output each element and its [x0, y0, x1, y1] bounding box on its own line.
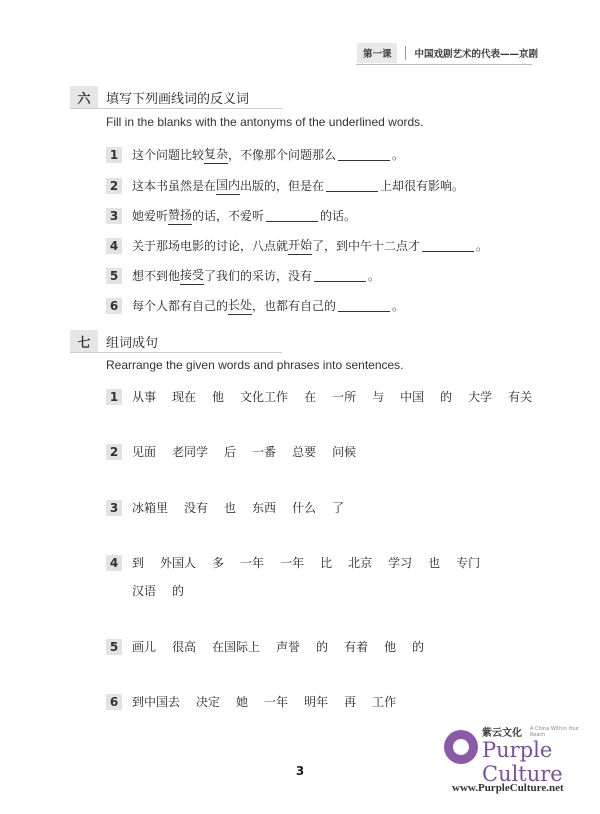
answer-blank[interactable]	[338, 299, 390, 312]
answer-blank[interactable]	[314, 269, 366, 282]
word-chip: 他	[212, 390, 225, 404]
item-text: 关于那场电影的讨论，八点就	[132, 239, 289, 253]
item-number: 2	[106, 444, 122, 460]
word-chip: 从事	[132, 390, 157, 404]
item-text: 上却很有影响。	[380, 179, 465, 193]
word-chip: 问候	[332, 445, 357, 459]
item-text: 。	[392, 299, 405, 313]
word-chip: 比	[320, 556, 333, 570]
item-text: 的话。	[320, 209, 357, 223]
exercise-6-item	[106, 145, 404, 164]
word-chip: 很高	[172, 640, 197, 654]
word-chip: 也	[428, 556, 441, 570]
word-chip: 东西	[252, 501, 277, 515]
word-chip: 在	[304, 390, 317, 404]
exercise-6-item	[106, 266, 380, 285]
answer-blank[interactable]	[422, 239, 474, 252]
word-chip: 在国际上	[212, 640, 261, 654]
publisher-logo	[444, 722, 594, 804]
item-number: 1	[106, 389, 122, 405]
word-chip: 决定	[196, 695, 221, 709]
underlined-word: 国内	[216, 176, 240, 195]
word-chip: 的	[440, 390, 453, 404]
section-7-heading	[70, 330, 158, 352]
item-number: 4	[106, 238, 122, 254]
item-text: 她爱听	[132, 209, 169, 223]
word-chip: 一年	[240, 556, 265, 570]
word-chip: 什么	[292, 501, 317, 515]
word-chip: 多	[212, 556, 225, 570]
exercise-6-item	[106, 206, 356, 225]
item-text: 想不到他	[132, 269, 181, 283]
answer-blank[interactable]	[266, 209, 318, 222]
exercise-7-item	[106, 554, 496, 571]
word-chip: 画儿	[132, 640, 157, 654]
exercise-7-item	[106, 693, 412, 710]
word-chip: 有着	[344, 640, 369, 654]
item-number: 1	[106, 147, 122, 163]
word-chip: 汉语	[132, 584, 157, 598]
word-chip: 到中国去	[132, 695, 181, 709]
item-text: 这个问题比较	[132, 148, 205, 162]
word-chip: 总要	[292, 445, 317, 459]
item-text: 了我们的采访，没有	[204, 269, 313, 283]
word-chip: 冰箱里	[132, 501, 169, 515]
word-chip: 一番	[252, 445, 277, 459]
word-chip: 到	[132, 556, 145, 570]
section-6-number: 六	[70, 86, 98, 108]
word-chip: 文化工作	[240, 390, 289, 404]
word-chip: 没有	[184, 501, 209, 515]
item-number: 3	[106, 500, 122, 516]
lesson-title: 中国戏剧艺术的代表——京剧	[414, 49, 538, 60]
item-number: 2	[106, 178, 122, 194]
logo-brand: Purple Culture	[482, 738, 563, 786]
underlined-word: 赞扬	[168, 206, 192, 225]
word-chip: 专门	[456, 556, 481, 570]
logo-tagline: A China Within Your Reach	[530, 726, 580, 738]
item-text: ，不像那个问题那么	[228, 148, 337, 162]
section-6-title: 填写下列画线词的反义词	[106, 91, 250, 107]
word-chip: 现在	[172, 390, 197, 404]
section-6-rule	[70, 108, 282, 109]
item-number: 3	[106, 208, 122, 224]
word-chip: 了	[332, 501, 345, 515]
word-chip: 与	[372, 390, 385, 404]
word-chip: 北京	[348, 556, 373, 570]
exercise-7-item	[106, 388, 548, 405]
item-text: 这本书虽然是在	[132, 179, 217, 193]
answer-blank[interactable]	[338, 148, 390, 161]
running-header	[357, 42, 538, 64]
exercise-6-item	[106, 236, 488, 255]
word-chip: 有关	[508, 390, 533, 404]
item-text: 。	[368, 269, 381, 283]
exercise-6-item	[106, 296, 404, 315]
exercise-7-item-continued	[132, 582, 200, 599]
exercise-6-item	[106, 176, 464, 195]
logo-url: www.PurpleCulture.net	[452, 782, 564, 794]
word-chip: 工作	[372, 695, 397, 709]
item-number: 6	[106, 694, 122, 710]
word-chip: 的	[316, 640, 329, 654]
word-chip: 见面	[132, 445, 157, 459]
page-number: 3	[295, 764, 305, 778]
item-text: 。	[476, 239, 489, 253]
section-7-number: 七	[70, 330, 98, 352]
logo-icon	[444, 730, 478, 764]
exercise-7-item	[106, 443, 372, 460]
word-chip: 一所	[332, 390, 357, 404]
word-chip: 后	[224, 445, 237, 459]
word-chip: 一年	[264, 695, 289, 709]
answer-blank[interactable]	[326, 179, 378, 192]
header-rule	[356, 64, 532, 65]
logo-chinese: 紫云文化	[482, 728, 522, 739]
underlined-word: 复杂	[204, 145, 228, 164]
item-text: 。	[392, 148, 405, 162]
word-chip: 的	[412, 640, 425, 654]
word-chip: 他	[384, 640, 397, 654]
item-text: ，也都有自己的	[252, 299, 337, 313]
underlined-word: 长处	[228, 296, 252, 315]
item-text: 每个人都有自己的	[132, 299, 229, 313]
word-chip: 明年	[304, 695, 329, 709]
word-chip: 学习	[388, 556, 413, 570]
word-chip: 中国	[400, 390, 425, 404]
word-chip: 她	[236, 695, 249, 709]
underlined-word: 接受	[180, 266, 204, 285]
header-divider	[405, 46, 406, 60]
word-chip: 大学	[468, 390, 493, 404]
section-6-heading	[70, 86, 249, 108]
word-chip: 也	[224, 501, 237, 515]
word-chip: 声誉	[276, 640, 301, 654]
item-text: 了，到中午十二点才	[312, 239, 421, 253]
word-chip: 老同学	[172, 445, 209, 459]
section-7-rule	[70, 352, 282, 353]
word-chip: 的	[172, 584, 185, 598]
word-chip: 外国人	[160, 556, 197, 570]
lesson-label: 第一课	[357, 43, 398, 63]
section-6-instruction: Fill in the blanks with the antonyms of the underlined words.	[106, 115, 424, 129]
exercise-7-item	[106, 638, 440, 655]
section-7-instruction: Rearrange the given words and phrases into sentences.	[106, 358, 404, 372]
exercise-7-item	[106, 499, 360, 516]
item-number: 5	[106, 639, 122, 655]
underlined-word: 开始	[288, 236, 312, 255]
item-number: 5	[106, 268, 122, 284]
item-number: 4	[106, 555, 122, 571]
section-7-title: 组词成句	[106, 335, 159, 351]
word-chip: 再	[344, 695, 357, 709]
word-chip: 一年	[280, 556, 305, 570]
item-number: 6	[106, 298, 122, 314]
item-text: 的话，不爱听	[192, 209, 265, 223]
item-text: 出版的，但是在	[240, 179, 325, 193]
